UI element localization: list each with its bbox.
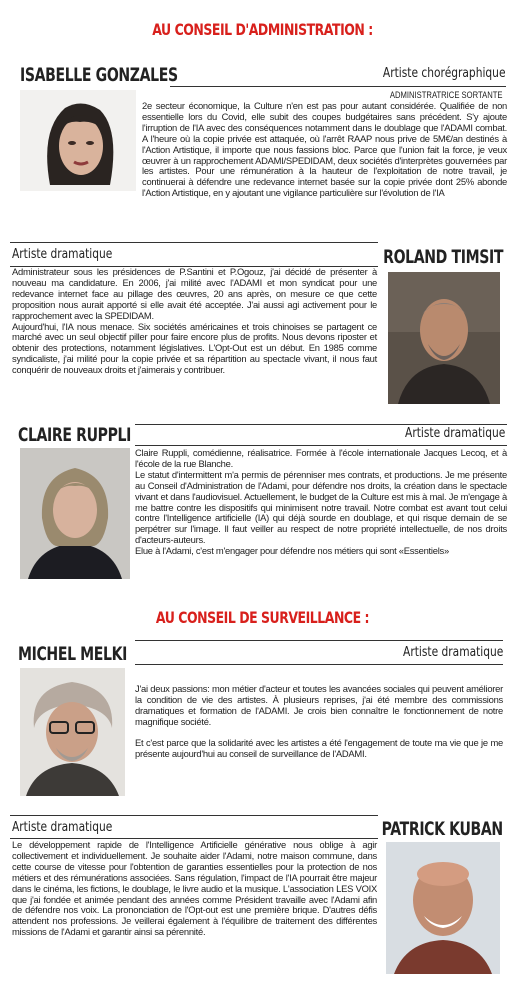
statement-paragraph: Elue à l'Adami, c'est m'engager pour défendre nos métiers qui sont «Essentiels» [135,545,449,557]
candidate-name: ROLAND TIMSIT [383,246,503,268]
statement-paragraph: Claire Ruppli, comédienne, réalisatrice. Formée à l'école internationale Jacques Lecoq, et à l'école de la rue Blanche. [135,447,507,469]
portrait-photo-patrick [386,842,500,974]
candidate-name: MICHEL MELKI [18,643,128,665]
heading-conseil-surveillance: AU CONSEIL DE SURVEILLANCE : [155,608,370,627]
portrait-photo-claire [20,448,130,579]
portrait-photo-roland [388,272,500,404]
candidate-name: CLAIRE RUPPLI [18,424,131,446]
divider [10,242,378,243]
statement-paragraph: J'ai deux passions: mon métier d'acteur et toutes les avancées sociales qui peuvent améliorer la condition de vie des artistes. À plusieurs reprises, j'ai été membre des commissions dramatiques et formation de l'ADAMI. Je crois bien connaître le fonctionnement de notre magnifique société. [135,683,503,727]
candidate-role: Artiste chorégraphique [382,66,505,81]
candidate-name: ISABELLE GONZALES [20,64,178,86]
candidate-subtitle: ADMINISTRATRICE SORTANTE [390,90,503,100]
divider [10,815,378,816]
statement-paragraph: Le statut d'intermittent m'a permis de pérenniser mes contrats, et productions. Je me présente au Conseil d'Administration de l'Adami, pour défendre nos droits, la création dans le spectacle vivant et dans l'audiovisuel. Actuellement, le budget de la Culture est mis à mal. Je m'engage à me battre contre les dispositifs qui minimisent notre travail. Notre combat est avant tout celui contre l'Intelligence artificielle (IA) qui déjà sourde en doublage, et qui risque demain de se perpétrer sur l'image. Il faut veiller au respect de notre propriété intellectuelle, de nos droits d'acteurs-auteurs. [135,468,507,546]
candidate-role: Artiste dramatique [402,645,503,660]
statement-paragraph: 2e secteur économique, la Culture n'en est pas pour autant considérée. Qualifiée de non essentielle lors du Covid, elle subit des coupes budgétaires sans précédent. S'y ajoute l'irruption de l'IA avec des conséquences notamment dans le doublage que l'ADAMI combat. A l'heure où la copie privée est attaquée, où l'arrêt RAAP nous prive de 5M€/an destinés à l'Action Artistique, il importe que nous fassions bloc. Parce que l'union fait la force, je veux œuvrer à un rapprochement ADAMI/SPEDIDAM, deux sociétés d'interprètes gouvernées par les artistes. Pour une rémunération à la hauteur de l'exploitation de notre travail, je continuerai à défendre une redevance internet basée sur la copie privée dont 25% abonde l'Action Artistique, en y ajoutant une vigilance particulière sur l'évolution de l'IA [142,100,507,199]
candidate-statement [135,448,507,557]
candidate-role: Artiste dramatique [12,820,113,835]
candidate-statement [135,684,503,759]
heading-conseil-administration: AU CONSEIL D'ADMINISTRATION : [152,20,373,39]
statement-paragraph: Administrateur sous les présidences de P.Santini et P.Ogouz, j'ai décidé de présenter à nouveau ma candidature. En 2006, j'ai milité avec l'ADAMI et mon syndicat pour une redevance internet face au pillage des œuvres, 20 ans après, on mesure ce que cette proposition nous aurait apporté si elle avait été acceptée. J'ai aussi agi activement pour le rapprochement avec la SPEDIDAM. [12,266,377,321]
portrait-photo-isabelle [20,90,136,191]
candidate-role: Artiste dramatique [404,426,505,441]
statement-paragraph: Le développement rapide de l'Intelligence Artificielle générative nous oblige à agir collectivement et individuellement. Je souhaite aider l'Adami, notre maison commune, dans cette course de vitesse pour l'obtention de garanties essentielles pour la protection de nos métiers et des rémunérations associées. Sans régulation, l'impact de l'IA pourrait être majeur dans le cinéma, les fictions, le doublage, le livre audio et la musique. L'association LES VOIX que j'ai fondée et animée pendant des années comme Président travaille avec l'Adami afin de défendre nos voix. La prononciation de l'Opt-out est une première brique. D'autres défis attendent nos professions. Je veillerai également à l'équilibre de traitement des différentes missions de l'Adami et garantir ainsi sa pérennité. [12,839,377,938]
portrait-photo-michel [20,668,125,796]
candidate-statement [12,840,377,938]
divider [135,424,507,425]
divider [135,640,503,641]
statement-paragraph: Et c'est parce que la solidarité avec les artistes a été l'engagement de toute ma vie que je me présente aujourd'hui au conseil de surveillance de l'ADAMI. [135,736,503,759]
divider [170,86,506,87]
candidate-statement [12,267,377,376]
statement-paragraph: Aujourd'hui, l'IA nous menace. Six sociétés américaines et trois chinoises se partagent ce marché avec un seul objectif piller pour faire encore plus de profits. Nous devons riposter et obtenir des protections, notamment législatives. L'Opt-Out est un début. En 1985 comme syndicaliste, j'ai milité pour la copie privée et sa répartition au spectacle vivant, il nous faut conquérir de nouveaux droits et j'aimerais y contribuer. [12,320,377,376]
candidate-name: PATRICK KUBAN [381,818,503,840]
candidate-role: Artiste dramatique [12,247,113,262]
divider [135,445,507,446]
divider [135,664,503,665]
candidate-statement [142,101,507,199]
